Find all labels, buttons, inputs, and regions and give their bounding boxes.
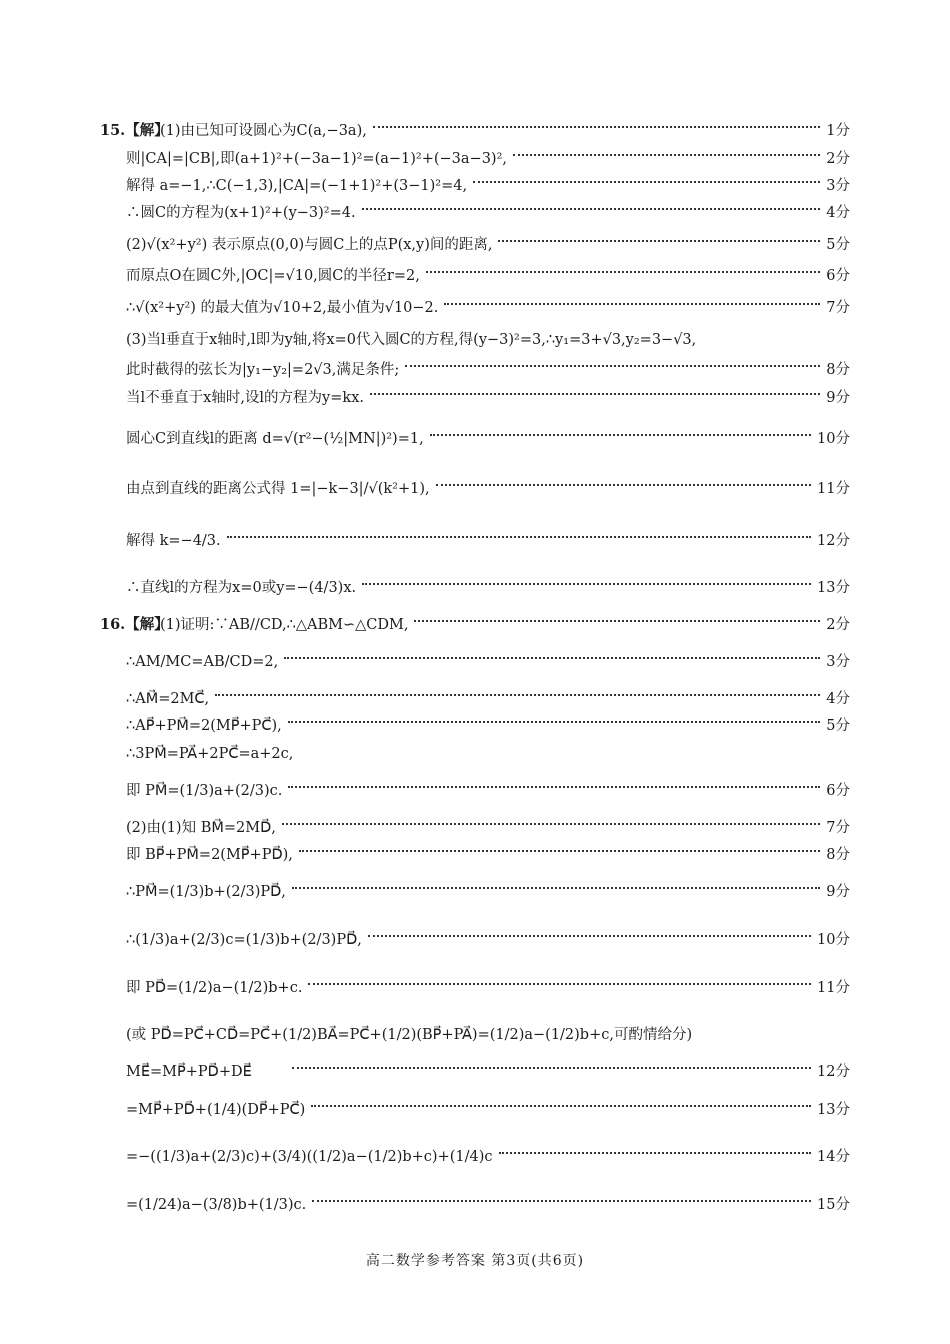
- q15-line-7-text: ∴√(x²+y²) 的最大值为√10+2,最小值为√10−2.: [126, 300, 439, 316]
- q15-line-3-score: 3分: [826, 178, 850, 194]
- q15-line-9-score: 8分: [826, 362, 850, 378]
- q16-number: 16.【解】: [100, 616, 169, 633]
- q16-line-16-score: 15分: [817, 1197, 850, 1213]
- q16-line-3-score: 4分: [826, 691, 850, 707]
- q15-line-10-text: 当l不垂直于x轴时,设l的方程为y=kx.: [126, 390, 364, 406]
- q16-line-11-text: 即 PD⃗=(1/2)a−(1/2)b+c.: [126, 980, 303, 996]
- q16-line-13-text: ME⃗=MP⃗+PD⃗+DE⃗: [126, 1064, 252, 1080]
- q15-line-12-score: 11分: [817, 481, 850, 497]
- q15-line-2-score: 2分: [826, 151, 850, 167]
- q16-line-16: [126, 1196, 850, 1214]
- dot-leader: [292, 887, 820, 889]
- q16-line-12-text: (或 PD⃗=PC⃗+CD⃗=PC⃗+(1/2)BA⃗=PC⃗+(1/2)(BP⃗+PA⃗)=(1/2)a−(1/2)b+c,可酌情给分): [126, 1027, 693, 1043]
- q16-line-7: [126, 819, 850, 837]
- q15-number: 15.【解】: [100, 122, 169, 139]
- dot-leader: [299, 850, 820, 852]
- q15-line-14: [126, 579, 850, 597]
- q15-line-10: [126, 389, 850, 407]
- dot-leader: [368, 935, 811, 937]
- q15-line-12: [126, 480, 850, 498]
- q16-line-4-score: 5分: [826, 718, 850, 734]
- q15-line-9: [126, 361, 850, 379]
- q15-line-8: [126, 331, 850, 349]
- q16-line-12: [126, 1026, 850, 1044]
- q15-line-2-text: 则|CA|=|CB|,即(a+1)²+(−3a−1)²=(a−1)²+(−3a−3)²,: [126, 151, 508, 167]
- q16-line-15-score: 14分: [817, 1149, 850, 1165]
- q16-line-5-text: ∴3PM⃗=PA⃗+2PC⃗=a+2c,: [126, 746, 294, 762]
- dot-leader: [430, 434, 811, 436]
- q15-line-9-text: 此时截得的弦长为|y₁−y₂|=2√3,满足条件;: [126, 362, 400, 378]
- dot-leader: [513, 154, 820, 156]
- q15-line-11: [126, 430, 850, 448]
- q15-line-12-text: 由点到直线的距离公式得 1=|−k−3|/√(k²+1),: [126, 481, 430, 497]
- q16-line-8-text: 即 BP⃗+PM⃗=2(MP⃗+PD⃗),: [126, 847, 293, 863]
- q16-line-6-score: 6分: [826, 783, 850, 799]
- q16-line-13: [126, 1063, 850, 1081]
- q16-line-4: [126, 717, 850, 735]
- q16-line-16-text: =(1/24)a−(3/8)b+(1/3)c.: [126, 1197, 307, 1213]
- q15-line-3-text: 解得 a=−1,∴C(−1,3),|CA|=(−1+1)²+(3−1)²=4,: [126, 178, 468, 194]
- q15-line-5: [126, 236, 850, 254]
- q16-line-14-text: =MP⃗+PD⃗+(1/4)(DP⃗+PC⃗): [126, 1102, 306, 1118]
- q15-line-14-text: ∴直线l的方程为x=0或y=−(4/3)x.: [126, 580, 357, 596]
- dot-leader: [414, 620, 820, 622]
- dot-leader: [436, 484, 811, 486]
- dot-leader: [308, 983, 811, 985]
- q15-line-13: [126, 532, 850, 550]
- dot-leader: [444, 303, 820, 305]
- dot-leader: [282, 823, 820, 825]
- q16-line-2-text: ∴AM/MC=AB/CD=2,: [126, 654, 279, 670]
- q16-line-10-text: ∴(1/3)a+(2/3)c=(1/3)b+(2/3)PD⃗,: [126, 932, 362, 948]
- q15-line-4-score: 4分: [826, 205, 850, 221]
- dot-leader: [362, 583, 811, 585]
- q16-line-2: [126, 653, 850, 671]
- q16-line-11-score: 11分: [817, 980, 850, 996]
- q15-line-2: [126, 150, 850, 168]
- dot-leader: [373, 126, 820, 128]
- q16-line-8: [126, 846, 850, 864]
- q16-line-2-score: 3分: [826, 654, 850, 670]
- dot-leader: [498, 240, 820, 242]
- q15-line-6: [126, 267, 850, 285]
- page-footer: 高二数学参考答案 第3页(共6页): [365, 1253, 585, 1269]
- q16-line-15-text: =−((1/3)a+(2/3)c)+(3/4)((1/2)a−(1/2)b+c)+(1/4)c: [126, 1149, 493, 1165]
- q15-line-8-text: (3)当l垂直于x轴时,l即为y轴,将x=0代入圆C的方程,得(y−3)²=3,∴y₁=3+√3,y₂=3−√3,: [126, 332, 697, 348]
- q16-line-13-score: 12分: [817, 1064, 850, 1080]
- q15-line-5-text: (2)√(x²+y²) 表示原点(0,0)与圆C上的点P(x,y)间的距离,: [126, 237, 493, 253]
- q16-line-4-text: ∴AP⃗+PM⃗=2(MP⃗+PC⃗),: [126, 718, 282, 734]
- dot-leader: [292, 1067, 811, 1069]
- dot-leader: [227, 536, 811, 538]
- dot-leader: [370, 393, 820, 395]
- q15-line-4: [126, 204, 850, 222]
- q16-line-9-score: 9分: [826, 884, 850, 900]
- q16-line-10: [126, 931, 850, 949]
- q16-line-11: [126, 979, 850, 997]
- q16-line-7-score: 7分: [826, 820, 850, 836]
- dot-leader: [312, 1200, 811, 1202]
- q15-line-13-text: 解得 k=−4/3.: [126, 533, 221, 549]
- q15-line-1: [100, 122, 850, 140]
- dot-leader: [311, 1105, 811, 1107]
- q15-line-5-score: 5分: [826, 237, 850, 253]
- q16-line-14: [126, 1101, 850, 1119]
- dot-leader: [284, 657, 820, 659]
- q16-line-9-text: ∴PM⃗=(1/3)b+(2/3)PD⃗,: [126, 884, 286, 900]
- dot-leader: [215, 694, 820, 696]
- q16-line-1: [100, 616, 850, 634]
- q15-line-7-score: 7分: [826, 300, 850, 316]
- q16-line-6-text: 即 PM⃗=(1/3)a+(2/3)c.: [126, 783, 283, 799]
- q15-line-4-text: ∴圆C的方程为(x+1)²+(y−3)²=4.: [126, 205, 356, 221]
- q15-line-11-text: 圆心C到直线l的距离 d=√(r²−(½|MN|)²)=1,: [126, 431, 424, 447]
- q15-line-10-score: 9分: [826, 390, 850, 406]
- q16-line-15: [126, 1148, 850, 1166]
- q15-line-1-text: (1)由已知可设圆心为C(a,−3a),: [160, 123, 367, 139]
- q16-line-5: [126, 745, 850, 763]
- dot-leader: [473, 181, 820, 183]
- q15-line-1-score: 1分: [826, 123, 850, 139]
- dot-leader: [405, 365, 820, 367]
- q16-line-10-score: 10分: [817, 932, 850, 948]
- q15-line-6-score: 6分: [826, 268, 850, 284]
- dot-leader: [288, 786, 820, 788]
- q16-line-8-score: 8分: [826, 847, 850, 863]
- dot-leader: [426, 271, 820, 273]
- q15-line-6-text: 而原点O在圆C外,|OC|=√10,圆C的半径r=2,: [126, 268, 420, 284]
- q15-line-7: [126, 299, 850, 317]
- q16-line-9: [126, 883, 850, 901]
- q16-line-6: [126, 782, 850, 800]
- q16-line-14-score: 13分: [817, 1102, 850, 1118]
- q16-line-1-score: 2分: [826, 617, 850, 633]
- dot-leader: [362, 208, 821, 210]
- q15-line-3: [126, 177, 850, 195]
- q15-line-11-score: 10分: [817, 431, 850, 447]
- q16-line-7-text: (2)由(1)知 BM⃗=2MD⃗,: [126, 820, 276, 836]
- q16-line-3-text: ∴AM⃗=2MC⃗,: [126, 691, 210, 707]
- q15-line-14-score: 13分: [817, 580, 850, 596]
- dot-leader: [288, 721, 820, 723]
- q16-line-3: [126, 690, 850, 708]
- q16-line-1-text: (1)证明:∵AB//CD,∴△ABM∽△CDM,: [160, 617, 409, 633]
- dot-leader: [499, 1152, 812, 1154]
- q15-line-13-score: 12分: [817, 533, 850, 549]
